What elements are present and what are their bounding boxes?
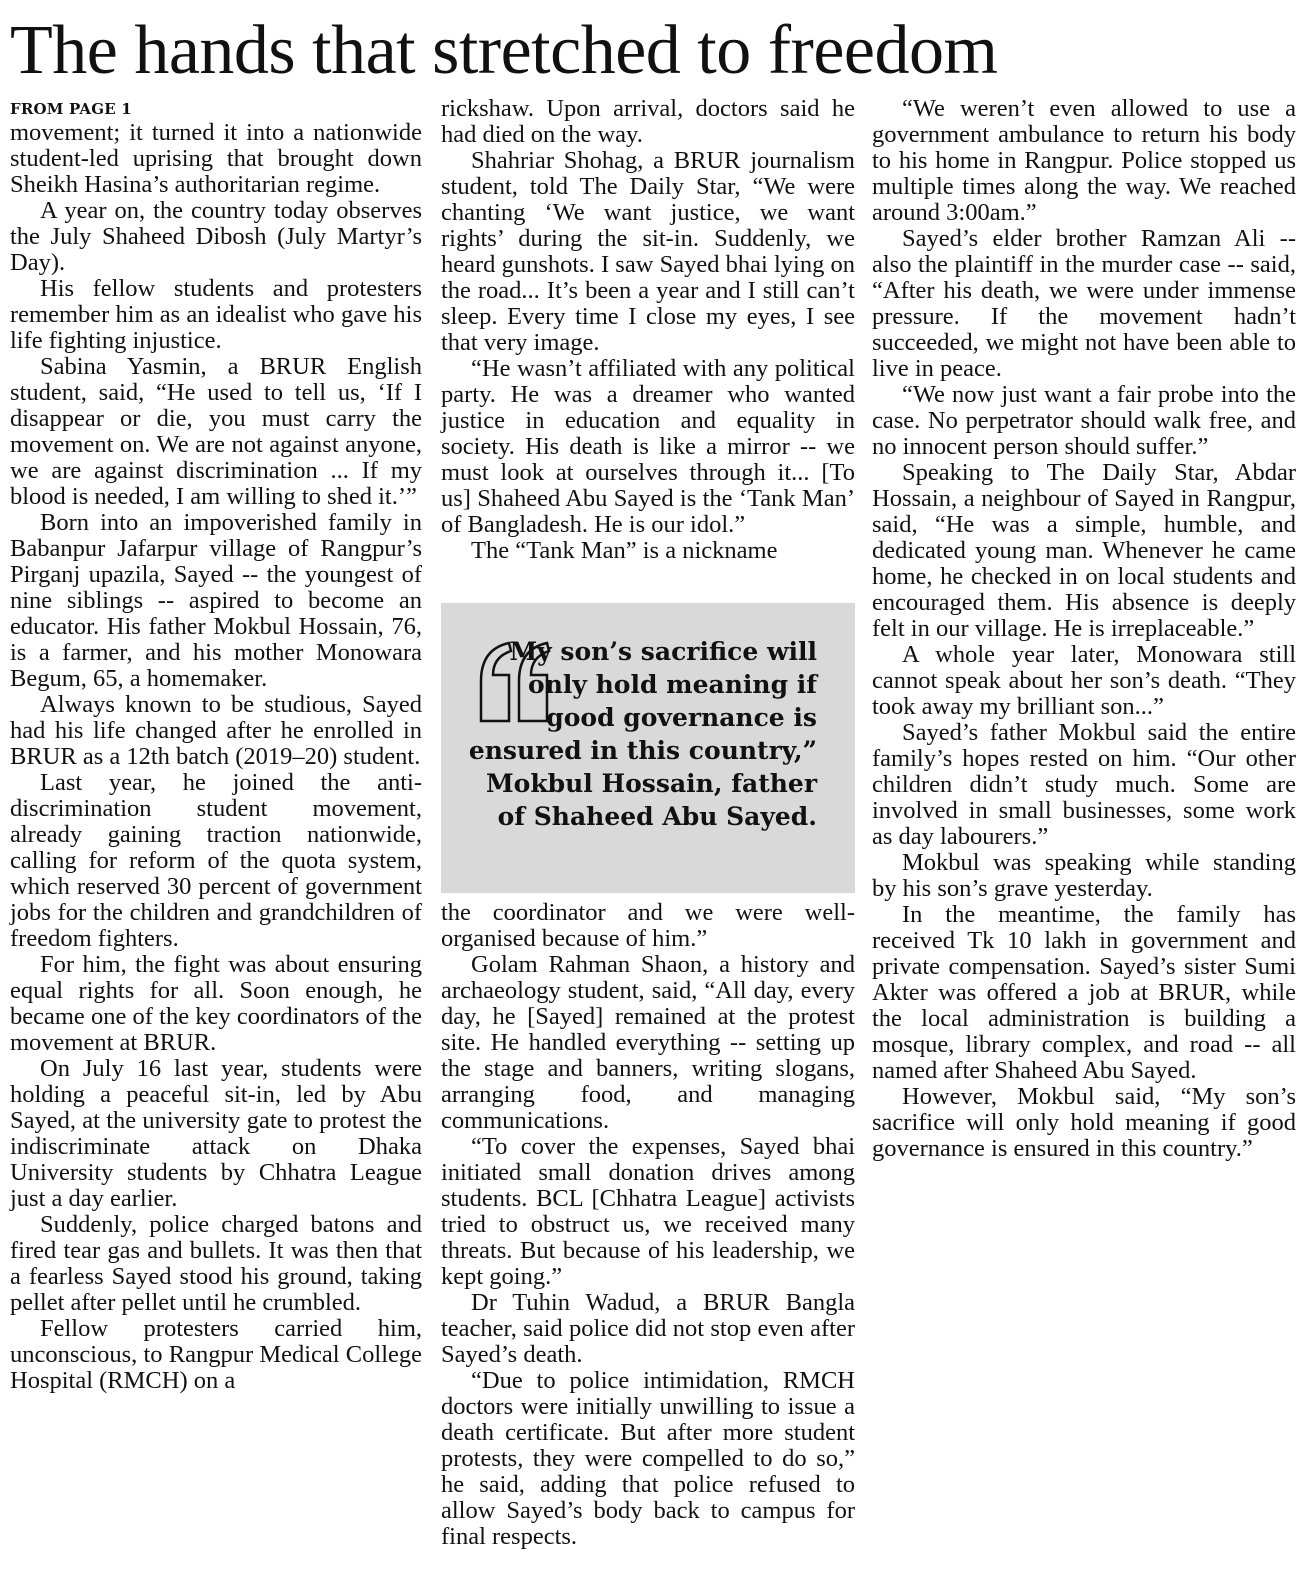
- paragraph: Shahriar Shohag, a BRUR journalism student, told The Daily Star, “We were chanting ‘We want justice, we want rights’ during the sit-in. Suddenly, we heard gunshots. I saw Sayed bhai lying on the road... It’s been a year and I still can’t sleep. Every time I close my eyes, I see that very image.: [441, 147, 855, 356]
- paragraph: For him, the fight was about ensuring equal rights for all. Soon enough, he became one of the key coordinators of the movement at BRUR.: [10, 951, 422, 1056]
- kicker-from-page-1: FROM PAGE 1: [10, 100, 132, 118]
- paragraph: Always known to be studious, Sayed had his life changed after he enrolled in BRUR as a 12th batch (2019–20) student.: [10, 691, 422, 770]
- headline: The hands that stretched to freedom: [10, 12, 998, 89]
- article-column-2-bottom: [441, 900, 855, 1550]
- paragraph: Golam Rahman Shaon, a history and archaeology student, said, “All day, every day, he [Sayed] remained at the protest site. He handled everything -- setting up the stage and banners, writing slogans, arranging food, and managing communications.: [441, 951, 855, 1134]
- paragraph: A whole year later, Monowara still cannot speak about her son’s death. “They took away my brilliant son...”: [872, 641, 1296, 720]
- paragraph: A year on, the country today observes the July Shaheed Dibosh (July Martyr’s Day).: [10, 197, 422, 276]
- paragraph: Fellow protesters carried him, unconscious, to Rangpur Medical College Hospital (RMCH) on a: [10, 1315, 422, 1394]
- pull-quote-attribution: Mokbul Hossain, father of Shaheed Abu Sayed.: [485, 769, 817, 831]
- article-column-1: [10, 96, 422, 1394]
- paragraph: Born into an impoverished family in Babanpur Jafarpur village of Rangpur’s Pirganj upazila, Sayed -- the youngest of nine siblings -- aspired to become an educator. His father Mokbul Hossain, 76, is a farmer, and his mother Monowara Begum, 65, a homemaker.: [10, 509, 422, 692]
- paragraph: His fellow students and protesters remember him as an idealist who gave his life fighting injustice.: [10, 275, 422, 354]
- paragraph: “To cover the expenses, Sayed bhai initiated small donation drives among students. BCL [Chhatra League] activists tried to obstruct us, we received many threats. But because of his leadership, we kept going.”: [441, 1133, 855, 1290]
- paragraph: Mokbul was speaking while standing by his son’s grave yesterday.: [872, 849, 1296, 902]
- paragraph: the coordinator and we were well-organised because of him.”: [441, 899, 855, 952]
- paragraph: “We now just want a fair probe into the case. No perpetrator should walk free, and no innocent person should suffer.”: [872, 381, 1296, 460]
- paragraph: In the meantime, the family has received Tk 10 lakh in government and private compensation. Sayed’s sister Sumi Akter was offered a job at BRUR, while the local administration is building a mosque, library complex, and road -- all named after Shaheed Abu Sayed.: [872, 901, 1296, 1084]
- paragraph: Dr Tuhin Wadud, a BRUR Bangla teacher, said police did not stop even after Sayed’s death.: [441, 1289, 855, 1368]
- pull-quote-body: My son’s sacrifice will only hold meaning if good governance is ensured in this country,”: [468, 637, 817, 765]
- paragraph: Sabina Yasmin, a BRUR English student, said, “He used to tell us, ‘If I disappear or die, you must carry the movement on. We are not against anyone, we are against discrimination ... If my blood is needed, I am willing to shed it.’”: [10, 353, 422, 510]
- paragraph: Speaking to The Daily Star, Abdar Hossain, a neighbour of Sayed in Rangpur, said, “He was a simple, humble, and dedicated young man. Whenever he came home, he checked in on local students and encouraged them. His absence is deeply felt in our village. He is irreplaceable.”: [872, 459, 1296, 642]
- article-column-2-top: [441, 96, 855, 564]
- paragraph: Sayed’s father Mokbul said the entire family’s hopes rested on him. “Our other children didn’t study much. Some are involved in small businesses, some work as day labourers.”: [872, 719, 1296, 850]
- paragraph: “He wasn’t affiliated with any political party. He was a dreamer who wanted justice in education and equality in society. His death is like a mirror -- we must look at ourselves through it... [To us] Shaheed Abu Sayed is the ‘Tank Man’ of Bangladesh. He is our idol.”: [441, 355, 855, 538]
- paragraph: “We weren’t even allowed to use a government ambulance to return his body to his home in Rangpur. Police stopped us multiple times along the way. We reached around 3:00am.”: [872, 95, 1296, 226]
- paragraph: On July 16 last year, students were holding a peaceful sit-in, led by Abu Sayed, at the university gate to protest the indiscriminate attack on Dhaka University students by Chhatra League just a day earlier.: [10, 1055, 422, 1212]
- paragraph: rickshaw. Upon arrival, doctors said he had died on the way.: [441, 95, 855, 148]
- paragraph: Last year, he joined the anti-discrimination student movement, already gaining traction nationwide, calling for reform of the quota system, which reserved 30 percent of government jobs for the children and grandchildren of freedom fighters.: [10, 769, 422, 952]
- paragraph: However, Mokbul said, “My son’s sacrifice will only hold meaning if good governance is ensured in this country.”: [872, 1083, 1296, 1162]
- paragraph: The “Tank Man” is a nickname: [471, 537, 778, 564]
- paragraph: “Due to police intimidation, RMCH doctors were initially unwilling to issue a death certificate. But after more student protests, they were compelled to do so,” he said, adding that police refused to allow Sayed’s body back to campus for final respects.: [441, 1367, 855, 1550]
- paragraph: movement; it turned it into a nationwide student-led uprising that brought down Sheikh Hasina’s authoritarian regime.: [10, 119, 422, 198]
- pull-quote-box: [441, 603, 855, 893]
- paragraph: Suddenly, police charged batons and fired tear gas and bullets. It was then that a fearless Sayed stood his ground, taking pellet after pellet until he crumbled.: [10, 1211, 422, 1316]
- pull-quote-text: [467, 635, 817, 833]
- article-column-3: [872, 96, 1296, 1162]
- paragraph: Sayed’s elder brother Ramzan Ali -- also the plaintiff in the murder case -- said, “After his death, we were under immense pressure. If the movement hadn’t succeeded, we might not have been able to live in peace.: [872, 225, 1296, 382]
